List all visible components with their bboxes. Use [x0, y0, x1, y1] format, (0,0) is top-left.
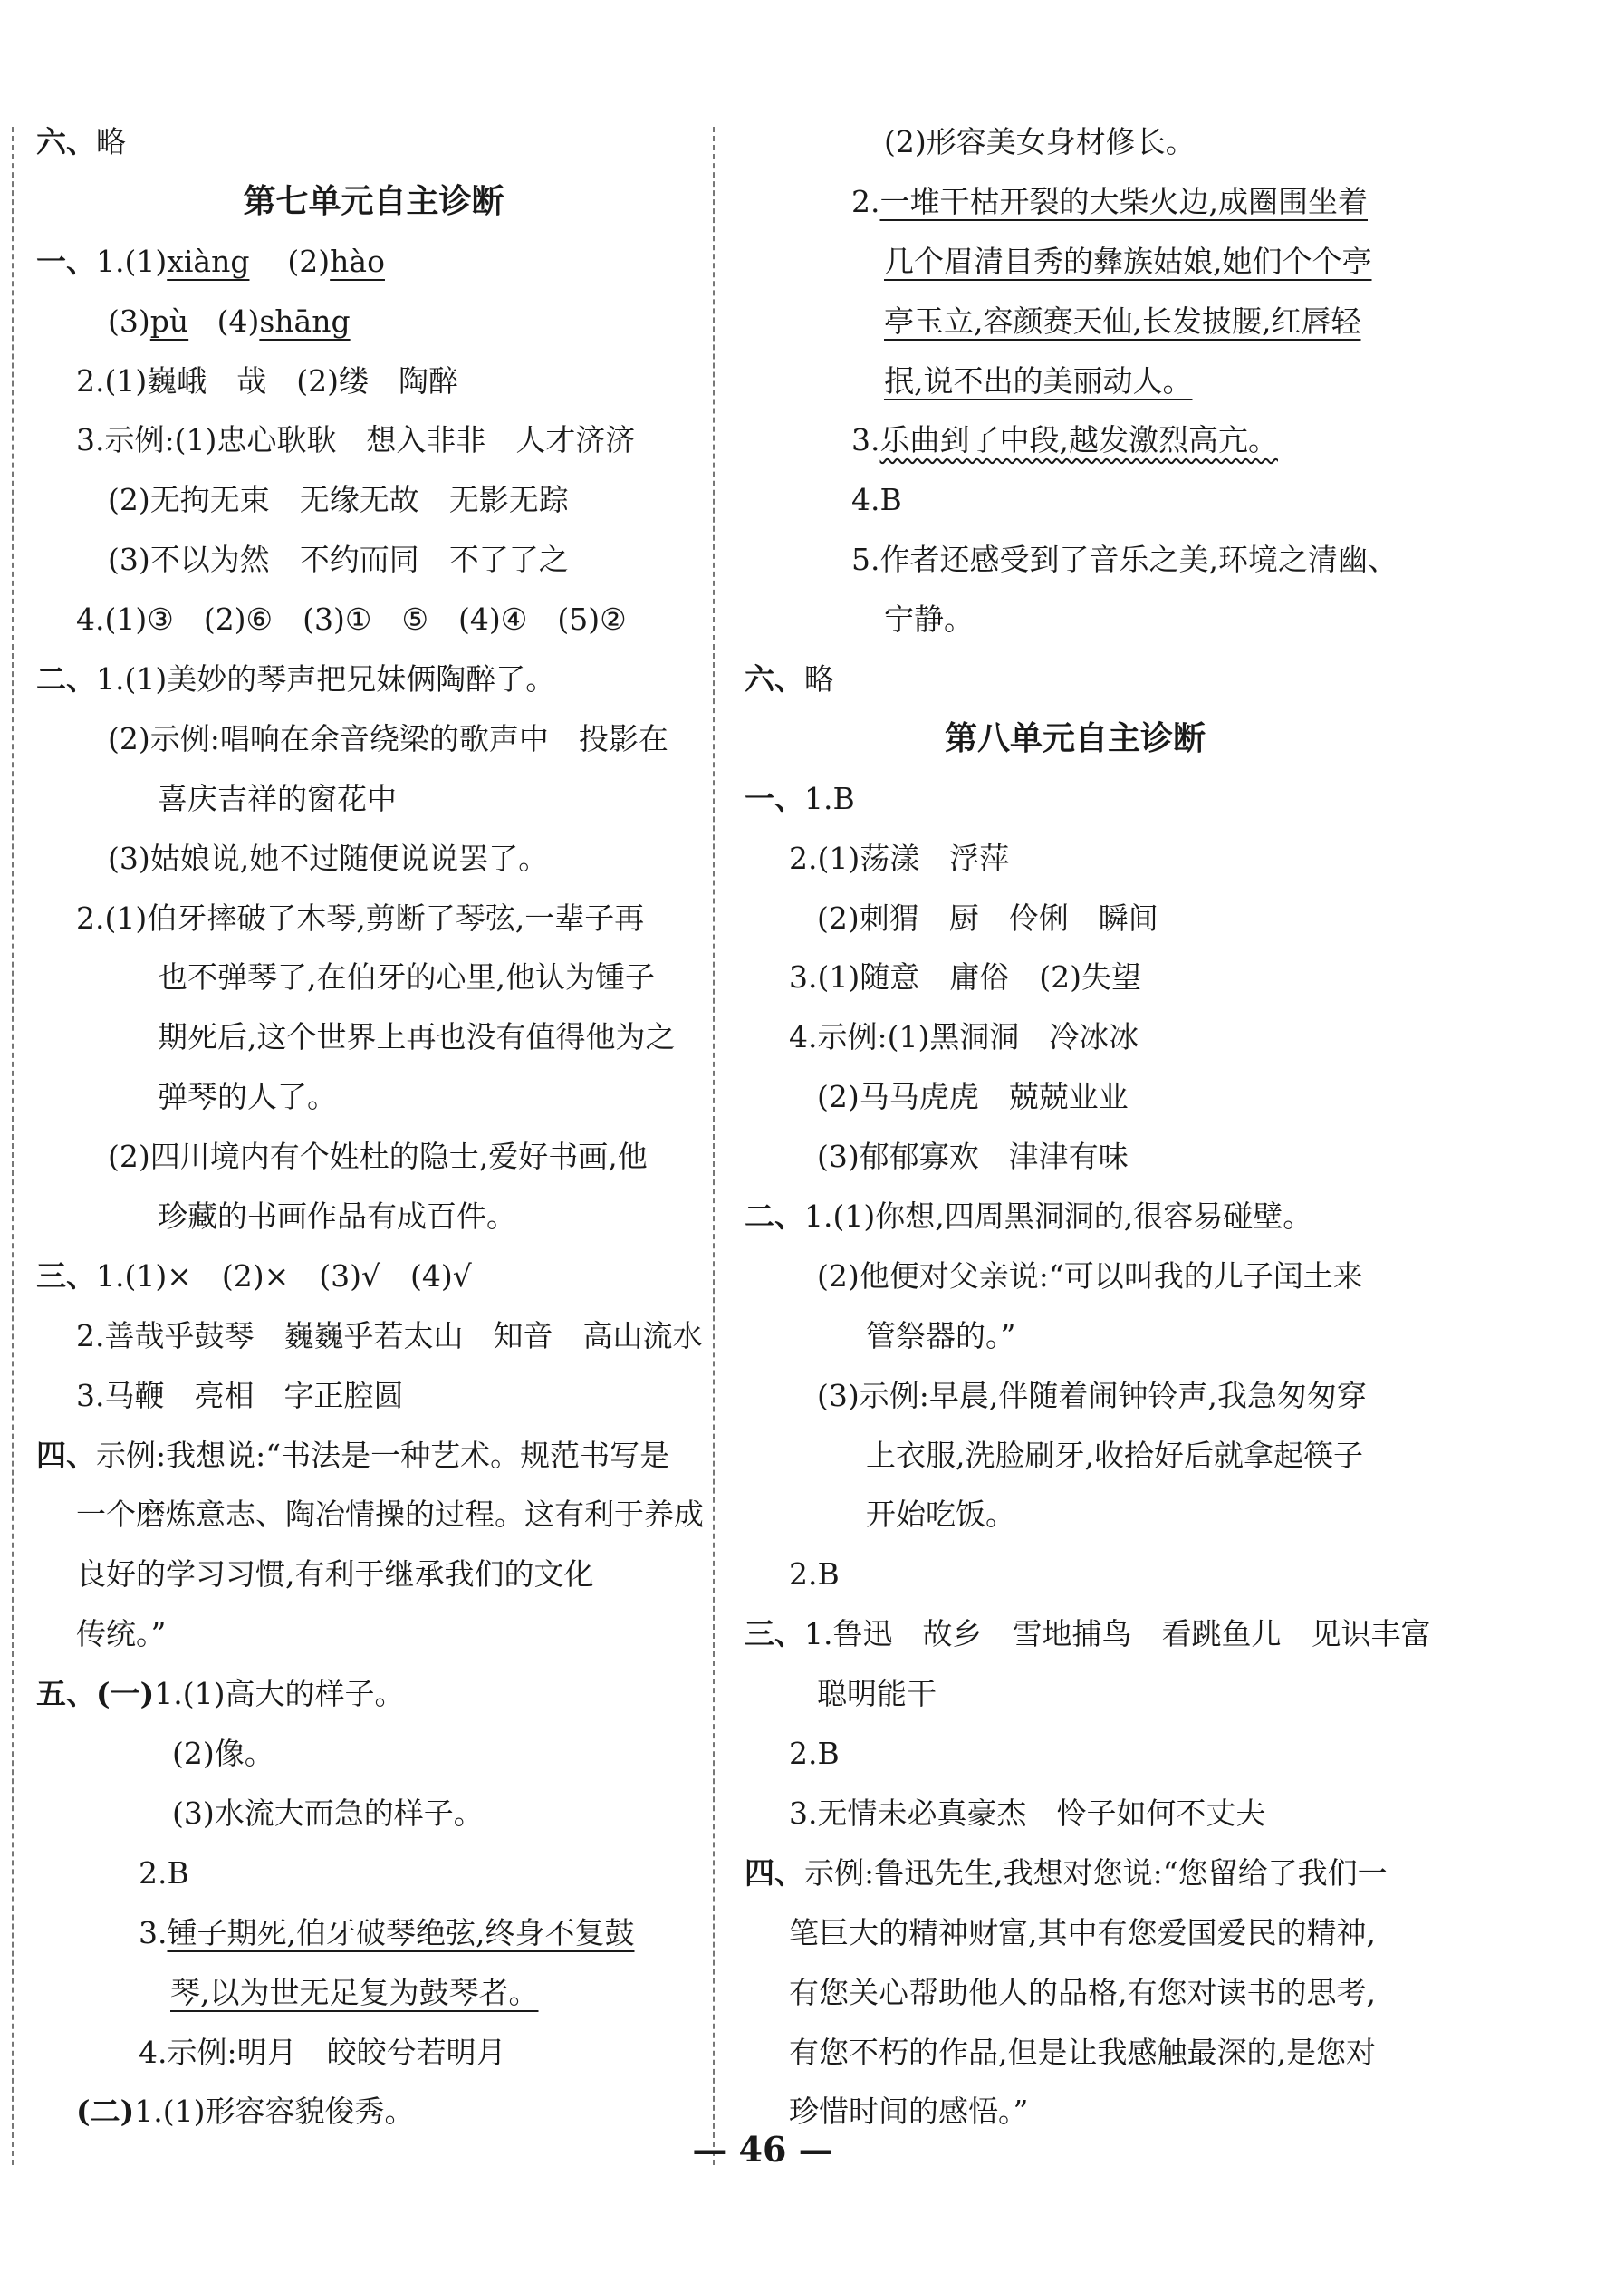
answer-line [745, 1844, 1406, 1903]
answer-text: (3)示例:早晨,伴随着闹钟铃声,我急匆匆穿 [817, 1377, 1367, 1413]
question-number: 二、 [36, 661, 96, 698]
answer-line [745, 232, 1406, 292]
answer-line [745, 1067, 1406, 1127]
answer-line [36, 709, 711, 769]
answer-text: 开始吃饭。 [866, 1497, 1015, 1533]
answer-line [745, 172, 1406, 232]
answer-line [745, 1127, 1406, 1187]
answer-line [36, 1963, 711, 2023]
answer-line [745, 948, 1406, 1007]
answer-text: 1.(1)高大的样子。 [154, 1676, 405, 1712]
answer-text: 宁静。 [884, 602, 974, 638]
right-column [745, 112, 1431, 2142]
answer-line [745, 292, 1406, 351]
answer-line [745, 1963, 1406, 2023]
underlined-answer: shāng [259, 303, 351, 339]
answer-line [36, 1903, 711, 1963]
answer-line [745, 889, 1406, 948]
answer-line [745, 590, 1406, 650]
answer-line [745, 1664, 1406, 1724]
answer-line [745, 1724, 1406, 1784]
answer-text: 3.示例:(1)忠心耿耿 想入非非 人才济济 [76, 422, 636, 458]
answer-line [36, 1366, 711, 1426]
answer-line [745, 829, 1406, 889]
answer-line [36, 650, 711, 709]
answer-line [36, 1485, 711, 1545]
answer-text: 喜庆吉祥的窗花中 [158, 780, 397, 816]
answer-line [745, 769, 1406, 829]
answer-text: 略 [804, 661, 834, 698]
answer-text: 第八单元自主诊断 [944, 719, 1206, 757]
answer-text: 示例:鲁迅先生,我想对您说:“您留给了我们一 [804, 1854, 1388, 1891]
answer-line [36, 769, 711, 829]
underlined-answer: 乐曲到了中段,越发激烈高亢。 [879, 422, 1278, 458]
section-title [36, 172, 711, 232]
answer-text: 管祭器的。” [866, 1317, 1016, 1353]
answer-line [36, 948, 711, 1007]
answer-text: (2)刺猬 厨 伶俐 瞬间 [817, 900, 1158, 936]
answer-text: (2)无拘无束 无缘无故 无影无踪 [108, 482, 569, 518]
answer-line [36, 410, 711, 470]
question-number: 三、 [36, 1257, 96, 1294]
answer-text: (3) [108, 303, 150, 339]
answer-line [745, 2023, 1406, 2083]
answer-text: 2.善哉乎鼓琴 巍巍乎若太山 知音 高山流水 [76, 1317, 703, 1353]
answer-text: 2. [851, 183, 880, 219]
answer-line [745, 1366, 1406, 1426]
answer-line [36, 1187, 711, 1247]
answer-text: 上衣服,洗脸刷牙,收拾好后就拿起筷子 [866, 1437, 1363, 1473]
answer-text: 笔巨大的精神财富,其中有您爱国爱民的精神, [789, 1914, 1376, 1950]
question-number: 六、 [36, 124, 96, 159]
answer-line [36, 590, 711, 650]
underlined-answer: 抿,说不出的美丽动人。 [884, 362, 1193, 399]
page-number: — 46 — [692, 2129, 833, 2170]
answer-text: 期死后,这个世界上再也没有值得他为之 [158, 1019, 676, 1055]
answer-line [745, 1545, 1406, 1604]
answer-line [36, 1007, 711, 1067]
left-column [36, 112, 711, 2142]
answer-text: 3. [139, 1914, 168, 1950]
underlined-answer: xiàng [167, 243, 250, 279]
answer-text: 也不弹琴了,在伯牙的心里,他认为锺子 [158, 959, 655, 996]
answer-line [36, 1067, 711, 1127]
answer-line [36, 530, 711, 590]
answer-text: 4.示例:(1)黑洞洞 冷冰冰 [789, 1019, 1139, 1055]
answer-text: 传统。” [76, 1616, 167, 1652]
answer-line [36, 1784, 711, 1844]
answer-text: 2.B [139, 1854, 189, 1891]
column-divider-center [713, 127, 715, 2165]
answer-text: 2.(1)荡漾 浮萍 [789, 840, 1010, 876]
answer-text: 3.马鞭 亮相 字正腔圆 [76, 1377, 404, 1413]
underlined-answer: 一堆干枯开裂的大柴火边,成圈围坐着 [879, 183, 1368, 219]
answer-text: 有您不朽的作品,但是让我感触最深的,是您对 [789, 2034, 1376, 2070]
underlined-answer: 几个眉清目秀的彝族姑娘,她们个个亭 [884, 243, 1372, 279]
answer-text: 4.B [851, 482, 902, 518]
column-divider-left [12, 127, 14, 2165]
answer-text: 1.(1) [96, 243, 168, 279]
answer-text: 5.作者还感受到了音乐之美,环境之清幽、 [851, 542, 1398, 578]
answer-text: (2)像。 [172, 1736, 274, 1772]
answer-text: (2)马马虎虎 兢兢业业 [817, 1079, 1129, 1115]
answer-line [36, 829, 711, 889]
answer-text: 第七单元自主诊断 [243, 182, 504, 220]
answer-line [36, 1724, 711, 1784]
answer-text: 聪明能干 [817, 1676, 937, 1712]
answer-line [745, 1187, 1406, 1247]
answer-line [36, 470, 711, 530]
question-number: 一、 [745, 780, 804, 816]
answer-text: 2.(1)伯牙摔破了木琴,剪断了琴弦,一辈子再 [76, 900, 645, 936]
underlined-answer: hào [330, 243, 385, 279]
answer-line [745, 530, 1406, 590]
answer-line [745, 470, 1406, 530]
answer-text: 珍藏的书画作品有成百件。 [158, 1199, 516, 1235]
answer-text: (3)不以为然 不约而同 不了了之 [108, 542, 569, 578]
answer-text: 珍惜时间的感悟。” [789, 2094, 1029, 2130]
answer-text: 2.(1)巍峨 哉 (2)缕 陶醉 [76, 362, 458, 399]
question-number: 三、 [745, 1616, 804, 1652]
underlined-answer: 锺子期死,伯牙破琴绝弦,终身不复鼓 [167, 1914, 635, 1950]
answer-line [36, 1545, 711, 1604]
answer-text: (3)郁郁寡欢 津津有味 [817, 1139, 1129, 1175]
answer-text: 2.B [789, 1736, 840, 1772]
answer-text: 3.无情未必真豪杰 怜子如何不丈夫 [789, 1795, 1266, 1831]
answer-text: 示例:我想说:“书法是一种艺术。规范书写是 [96, 1437, 670, 1473]
question-number: 五、(一) [36, 1676, 155, 1712]
answer-line [745, 1306, 1406, 1366]
question-number: (二) [76, 2094, 135, 2130]
answer-text: 1.(1)× (2)× (3)√ (4)√ [96, 1257, 472, 1294]
answer-text: 弹琴的人了。 [158, 1079, 337, 1115]
section-title [745, 709, 1406, 769]
question-number: 四、 [745, 1854, 804, 1891]
answer-line [745, 1903, 1406, 1963]
answer-text: (2)形容美女身材修长。 [884, 124, 1196, 159]
answer-text: 3.(1)随意 庸俗 (2)失望 [789, 959, 1141, 996]
answer-text: 1.(1)美妙的琴声把兄妹俩陶醉了。 [96, 661, 556, 698]
question-number: 一、 [36, 243, 96, 279]
answer-line [36, 1127, 711, 1187]
answer-line [745, 1007, 1406, 1067]
answer-line [36, 2023, 711, 2083]
answer-text: 1.(1)形容容貌俊秀。 [134, 2094, 415, 2130]
answer-text: 4.示例:明月 皎皎兮若明月 [139, 2034, 506, 2070]
underlined-answer: pù [149, 303, 189, 339]
answer-line [36, 112, 711, 172]
answer-text: 良好的学习习惯,有利于继承我们的文化 [76, 1556, 594, 1593]
answer-line [36, 1306, 711, 1366]
answer-text: (2)四川境内有个姓杜的隐士,爱好书画,他 [108, 1139, 648, 1175]
answer-text: 4.(1)③ (2)⑥ (3)① ⑤ (4)④ (5)② [76, 602, 627, 638]
answer-text: 1.鲁迅 故乡 雪地捕鸟 看跳鱼儿 见识丰富 [804, 1616, 1431, 1652]
answer-text: (2) [249, 243, 331, 279]
answer-text: 1.B [804, 780, 855, 816]
answer-line [36, 1604, 711, 1664]
answer-text: (4) [188, 303, 260, 339]
answer-line [36, 1426, 711, 1486]
answer-text: (3)姑娘说,她不过随便说说罢了。 [108, 840, 549, 876]
answer-line [36, 1247, 711, 1306]
answer-text: 略 [96, 124, 126, 159]
answer-line [36, 232, 711, 292]
answer-text: 1.(1)你想,四周黑洞洞的,很容易碰壁。 [804, 1199, 1313, 1235]
answer-line [745, 1426, 1406, 1486]
answer-line [745, 351, 1406, 411]
answer-text: (2)示例:唱响在余音绕梁的歌声中 投影在 [108, 720, 668, 756]
answer-line [36, 292, 711, 351]
answer-line [745, 650, 1406, 709]
question-number: 四、 [36, 1437, 96, 1473]
answer-text: 2.B [789, 1556, 840, 1593]
answer-line [36, 889, 711, 948]
answer-text: 有您关心帮助他人的品格,有您对读书的思考, [789, 1974, 1376, 2010]
answer-text: 一个磨炼意志、陶冶情操的过程。这有利于养成 [76, 1497, 704, 1533]
answer-text: (2)他便对父亲说:“可以叫我的儿子闰土来 [817, 1257, 1363, 1294]
answer-line [745, 1247, 1406, 1306]
answer-line [36, 1664, 711, 1724]
question-number: 六、 [745, 661, 804, 698]
answer-text: 3. [851, 422, 880, 458]
answer-line [745, 1604, 1431, 1664]
answer-line [36, 1844, 711, 1903]
answer-line [745, 112, 1406, 172]
underlined-answer: 亭玉立,容颜赛天仙,长发披腰,红唇轻 [884, 303, 1361, 339]
answer-line [745, 1784, 1406, 1844]
answer-line [745, 1485, 1406, 1545]
answer-line [745, 410, 1406, 470]
underlined-answer: 琴,以为世无足复为鼓琴者。 [170, 1974, 539, 2010]
answer-line [36, 351, 711, 411]
answer-text: (3)水流大而急的样子。 [172, 1795, 484, 1831]
question-number: 二、 [745, 1199, 804, 1235]
